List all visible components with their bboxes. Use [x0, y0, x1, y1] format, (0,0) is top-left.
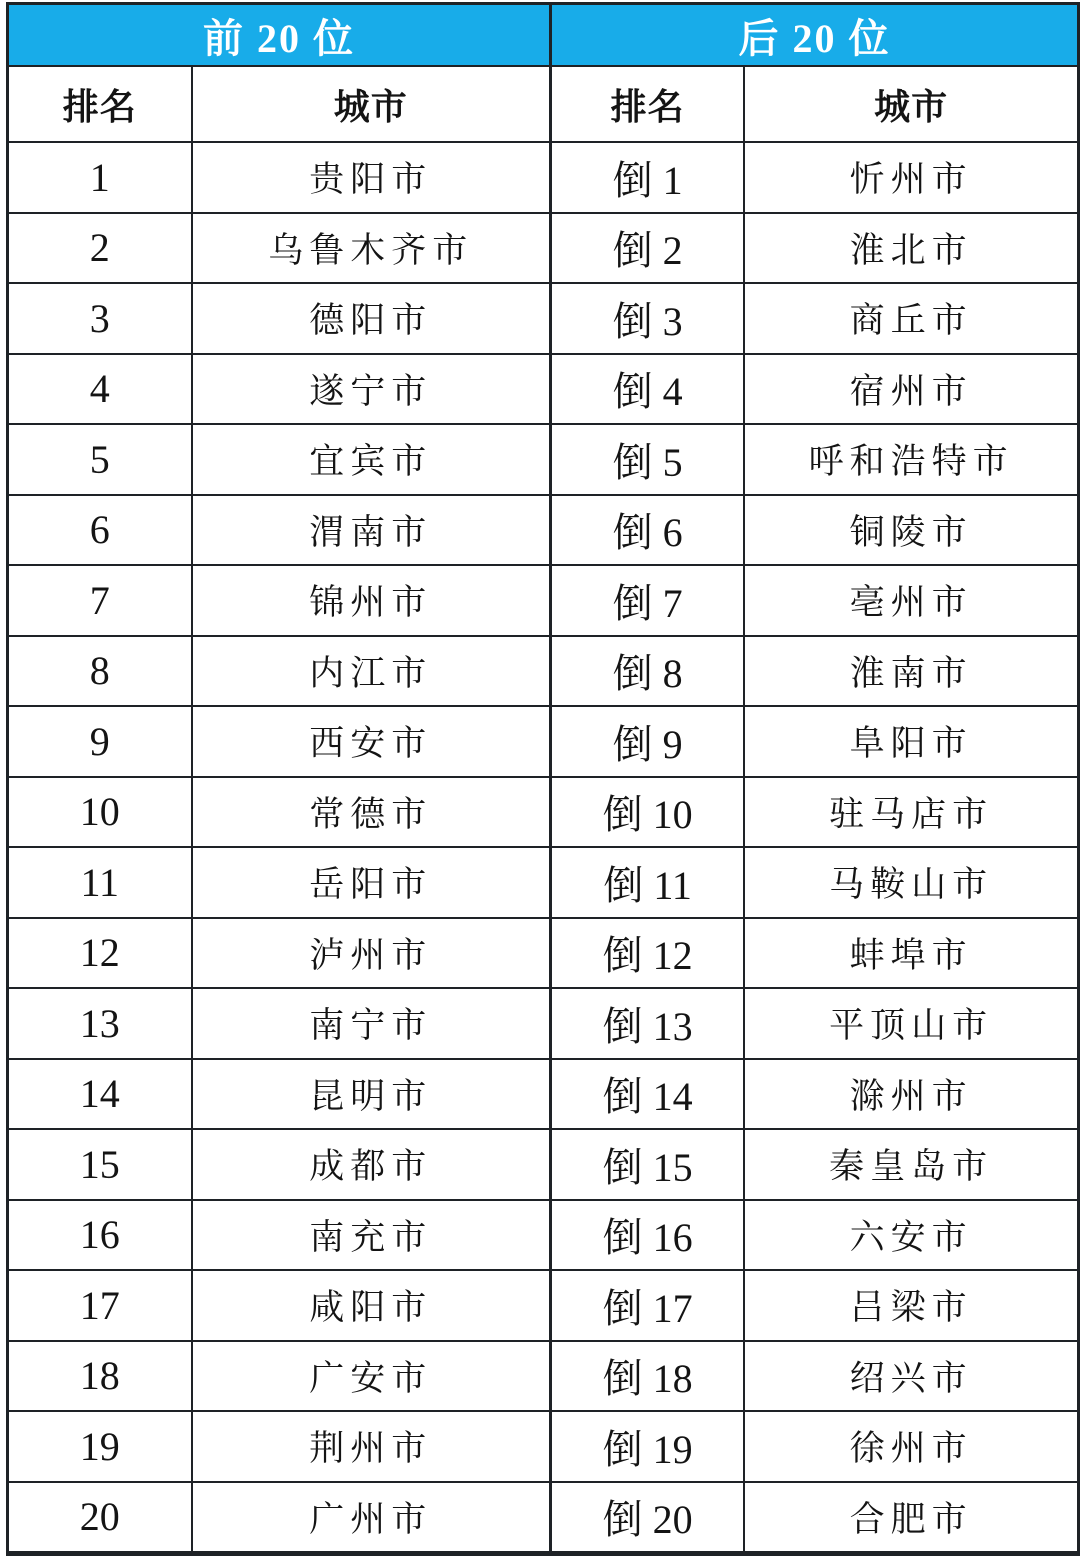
rank-cell: 倒 3	[552, 284, 745, 355]
city-cell: 商丘市	[745, 284, 1077, 355]
rank-cell: 18	[9, 1342, 193, 1413]
city-cell: 成都市	[193, 1130, 549, 1201]
top20-panel	[9, 5, 549, 1553]
rank-cell: 17	[9, 1271, 193, 1342]
city-cell: 岳阳市	[193, 848, 549, 919]
city-cell: 常德市	[193, 778, 549, 849]
city-cell: 淮北市	[745, 214, 1077, 285]
rank-cell: 14	[9, 1060, 193, 1131]
rank-cell: 倒 8	[552, 637, 745, 708]
rank-cell: 9	[9, 707, 193, 778]
rank-cell: 12	[9, 919, 193, 990]
city-cell: 乌鲁木齐市	[193, 214, 549, 285]
rank-cell: 倒 1	[552, 143, 745, 214]
city-cell: 合肥市	[745, 1483, 1077, 1554]
rank-cell: 13	[9, 989, 193, 1060]
rank-cell: 倒 10	[552, 778, 745, 849]
city-cell: 锦州市	[193, 566, 549, 637]
city-cell: 咸阳市	[193, 1271, 549, 1342]
city-cell: 滁州市	[745, 1060, 1077, 1131]
rank-cell: 倒 13	[552, 989, 745, 1060]
rank-cell: 7	[9, 566, 193, 637]
bottom20-panel	[549, 5, 1077, 1553]
rank-cell: 倒 4	[552, 355, 745, 426]
top20-rank-header: 排名	[9, 67, 193, 143]
city-cell: 呼和浩特市	[745, 425, 1077, 496]
rank-cell: 倒 2	[552, 214, 745, 285]
city-cell: 南充市	[193, 1201, 549, 1272]
city-cell: 铜陵市	[745, 496, 1077, 567]
city-cell: 德阳市	[193, 284, 549, 355]
rank-cell: 15	[9, 1130, 193, 1201]
rank-cell: 倒 20	[552, 1483, 745, 1554]
city-cell: 蚌埠市	[745, 919, 1077, 990]
city-cell: 徐州市	[745, 1412, 1077, 1483]
city-cell: 广州市	[193, 1483, 549, 1554]
city-cell: 六安市	[745, 1201, 1077, 1272]
city-cell: 内江市	[193, 637, 549, 708]
rank-cell: 倒 17	[552, 1271, 745, 1342]
bottom20-city-header: 城市	[745, 67, 1077, 143]
rank-cell: 11	[9, 848, 193, 919]
city-cell: 驻马店市	[745, 778, 1077, 849]
rank-cell: 5	[9, 425, 193, 496]
rank-cell: 4	[9, 355, 193, 426]
bottom20-rank-header: 排名	[552, 67, 745, 143]
rank-cell: 倒 12	[552, 919, 745, 990]
rank-cell: 6	[9, 496, 193, 567]
rank-cell: 倒 9	[552, 707, 745, 778]
city-cell: 吕梁市	[745, 1271, 1077, 1342]
city-cell: 亳州市	[745, 566, 1077, 637]
rank-cell: 倒 16	[552, 1201, 745, 1272]
rank-cell: 倒 18	[552, 1342, 745, 1413]
rank-cell: 倒 14	[552, 1060, 745, 1131]
rank-cell: 1	[9, 143, 193, 214]
city-cell: 宜宾市	[193, 425, 549, 496]
city-cell: 秦皇岛市	[745, 1130, 1077, 1201]
rank-cell: 3	[9, 284, 193, 355]
city-cell: 昆明市	[193, 1060, 549, 1131]
rank-cell: 19	[9, 1412, 193, 1483]
city-cell: 广安市	[193, 1342, 549, 1413]
rank-cell: 10	[9, 778, 193, 849]
city-cell: 平顶山市	[745, 989, 1077, 1060]
rank-cell: 倒 19	[552, 1412, 745, 1483]
rank-cell: 倒 15	[552, 1130, 745, 1201]
city-cell: 马鞍山市	[745, 848, 1077, 919]
city-cell: 阜阳市	[745, 707, 1077, 778]
city-cell: 渭南市	[193, 496, 549, 567]
city-cell: 泸州市	[193, 919, 549, 990]
top20-city-header: 城市	[193, 67, 549, 143]
rank-cell: 倒 7	[552, 566, 745, 637]
city-cell: 南宁市	[193, 989, 549, 1060]
city-cell: 西安市	[193, 707, 549, 778]
rank-cell: 倒 11	[552, 848, 745, 919]
rank-cell: 16	[9, 1201, 193, 1272]
city-cell: 荆州市	[193, 1412, 549, 1483]
rank-cell: 倒 5	[552, 425, 745, 496]
rank-cell: 20	[9, 1483, 193, 1554]
city-cell: 贵阳市	[193, 143, 549, 214]
rank-cell: 8	[9, 637, 193, 708]
city-cell: 遂宁市	[193, 355, 549, 426]
rank-cell: 倒 6	[552, 496, 745, 567]
rank-cell: 2	[9, 214, 193, 285]
city-cell: 淮南市	[745, 637, 1077, 708]
bottom20-title: 后 20 位	[552, 5, 1077, 67]
city-cell: 宿州市	[745, 355, 1077, 426]
city-ranking-table	[6, 2, 1080, 1556]
top20-title: 前 20 位	[9, 5, 549, 67]
city-cell: 忻州市	[745, 143, 1077, 214]
city-cell: 绍兴市	[745, 1342, 1077, 1413]
